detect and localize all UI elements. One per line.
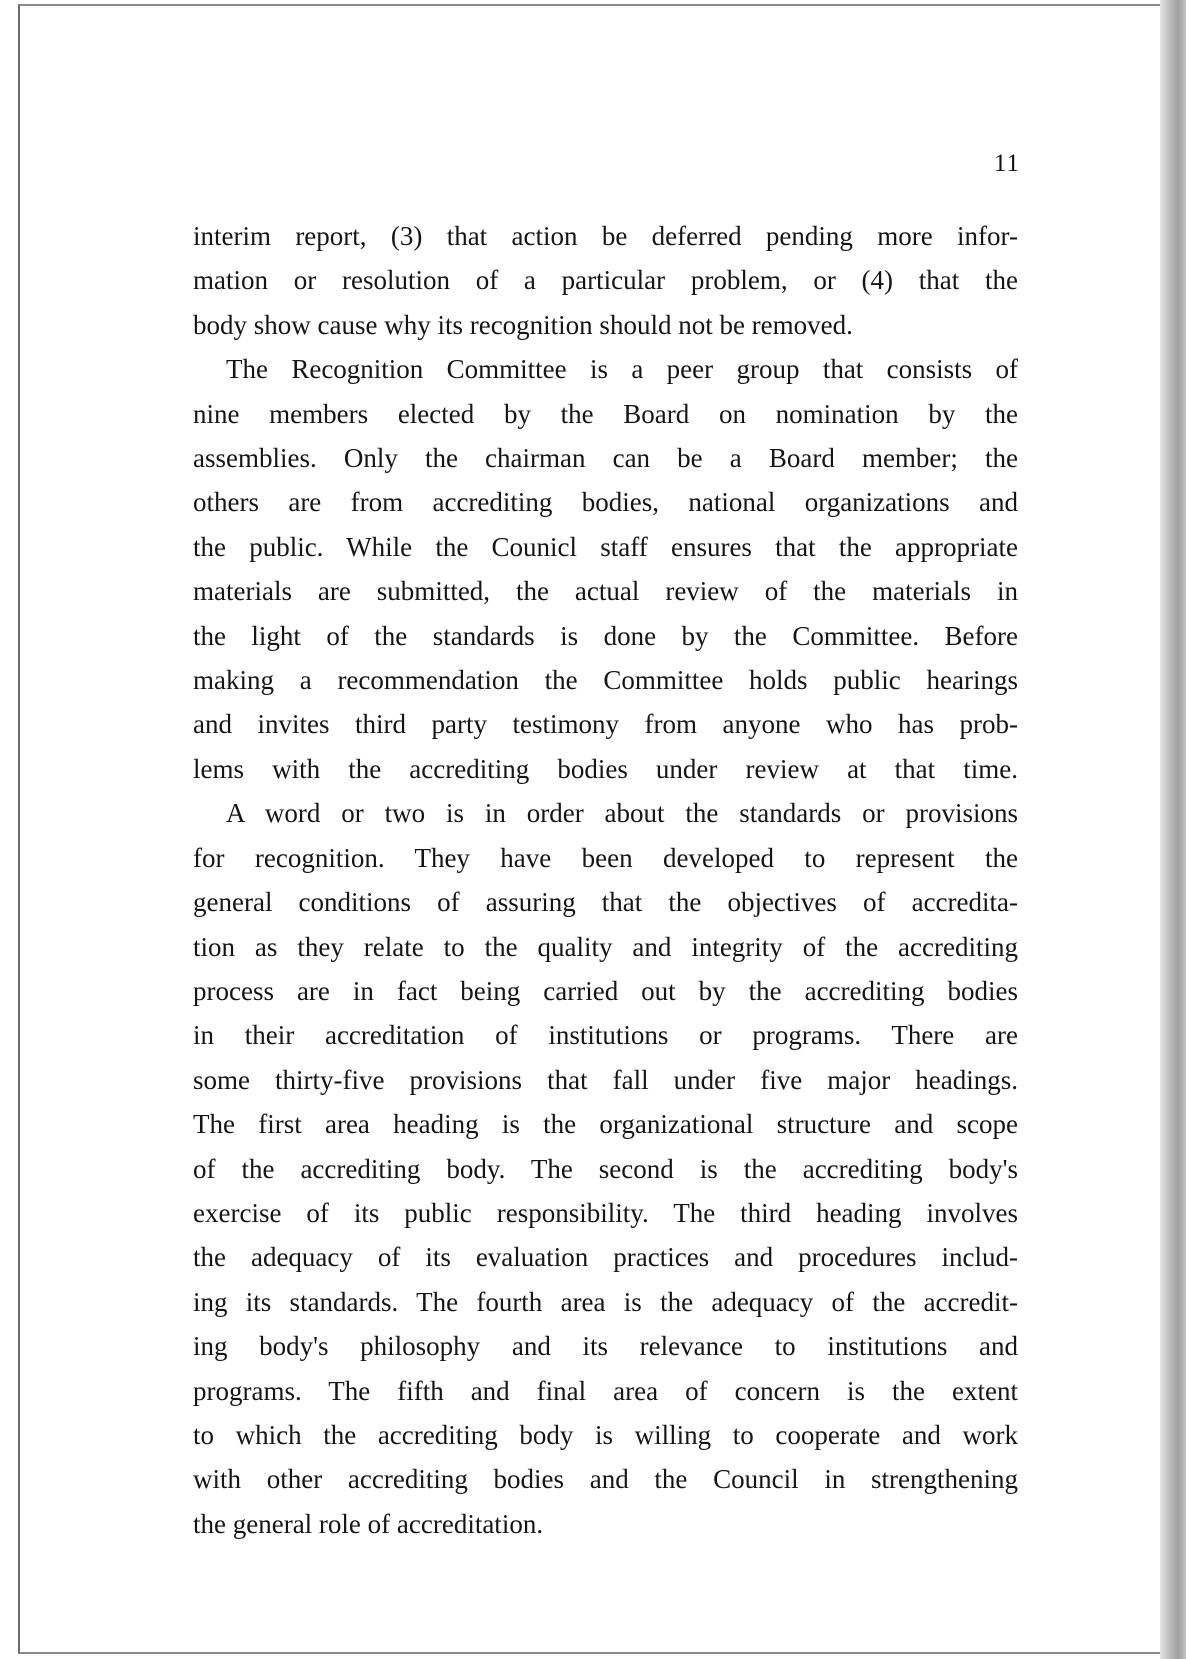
text-line: in their accreditation of institutions or programs. There are [193, 1020, 1018, 1051]
text-line: The first area heading is the organizational structure and scope [193, 1109, 1018, 1140]
body-text [193, 214, 1018, 1546]
text-line: general conditions of assuring that the objectives of accredita- [193, 887, 1018, 918]
paragraph-1 [193, 214, 1018, 347]
text-line: interim report, (3) that action be deferred pending more infor- [193, 221, 1018, 251]
text-line: the public. While the Counicl staff ensures that the appropriate [193, 531, 1018, 562]
text-line: assemblies. Only the chairman can be a Board member; the [193, 443, 1018, 474]
text-line: of the accrediting body. The second is the accrediting body's [193, 1153, 1018, 1184]
text-line: others are from accrediting bodies, national organizations and [193, 487, 1018, 518]
paragraph-3 [193, 791, 1018, 1546]
text-line: body show cause why its recognition should not be removed. [193, 309, 853, 340]
text-line: making a recommendation the Committee holds public hearings [193, 665, 1018, 696]
text-line: with other accrediting bodies and the Council in strengthening [193, 1464, 1018, 1495]
text-line: process are in fact being carried out by the accrediting bodies [193, 975, 1018, 1006]
text-line: A word or two is in order about the standards or provisions [226, 798, 1018, 829]
text-line: and invites third party testimony from anyone who has prob- [193, 709, 1018, 740]
text-line: some thirty-five provisions that fall under five major headings. [193, 1064, 1018, 1095]
text-line: nine members elected by the Board on nomination by the [193, 398, 1018, 429]
text-line: materials are submitted, the actual review of the materials in [193, 576, 1018, 607]
text-line: exercise of its public responsibility. The third heading involves [193, 1197, 1018, 1228]
text-line: The Recognition Committee is a peer group that consists of [226, 354, 1018, 385]
page-edge-shadow [1160, 0, 1186, 1659]
page-number: 11 [993, 150, 1020, 177]
text-line: the adequacy of its evaluation practices and procedures includ- [193, 1242, 1018, 1273]
text-line: for recognition. They have been developed to represent the [193, 842, 1018, 873]
text-line: lems with the accrediting bodies under review at that time. [193, 753, 1018, 784]
text-line: mation or resolution of a particular problem, or (4) that the [193, 265, 1018, 296]
text-line: ing its standards. The fourth area is the adequacy of the accredit- [193, 1286, 1018, 1317]
text-line: programs. The fifth and final area of concern is the extent [193, 1375, 1018, 1406]
text-line: tion as they relate to the quality and integrity of the accrediting [193, 931, 1018, 962]
text-line: to which the accrediting body is willing to cooperate and work [193, 1419, 1018, 1450]
text-line: the general role of accreditation. [193, 1508, 544, 1539]
text-line: ing body's philosophy and its relevance to institutions and [193, 1331, 1018, 1362]
paragraph-2 [193, 347, 1018, 791]
text-line: the light of the standards is done by the Committee. Before [193, 620, 1018, 651]
